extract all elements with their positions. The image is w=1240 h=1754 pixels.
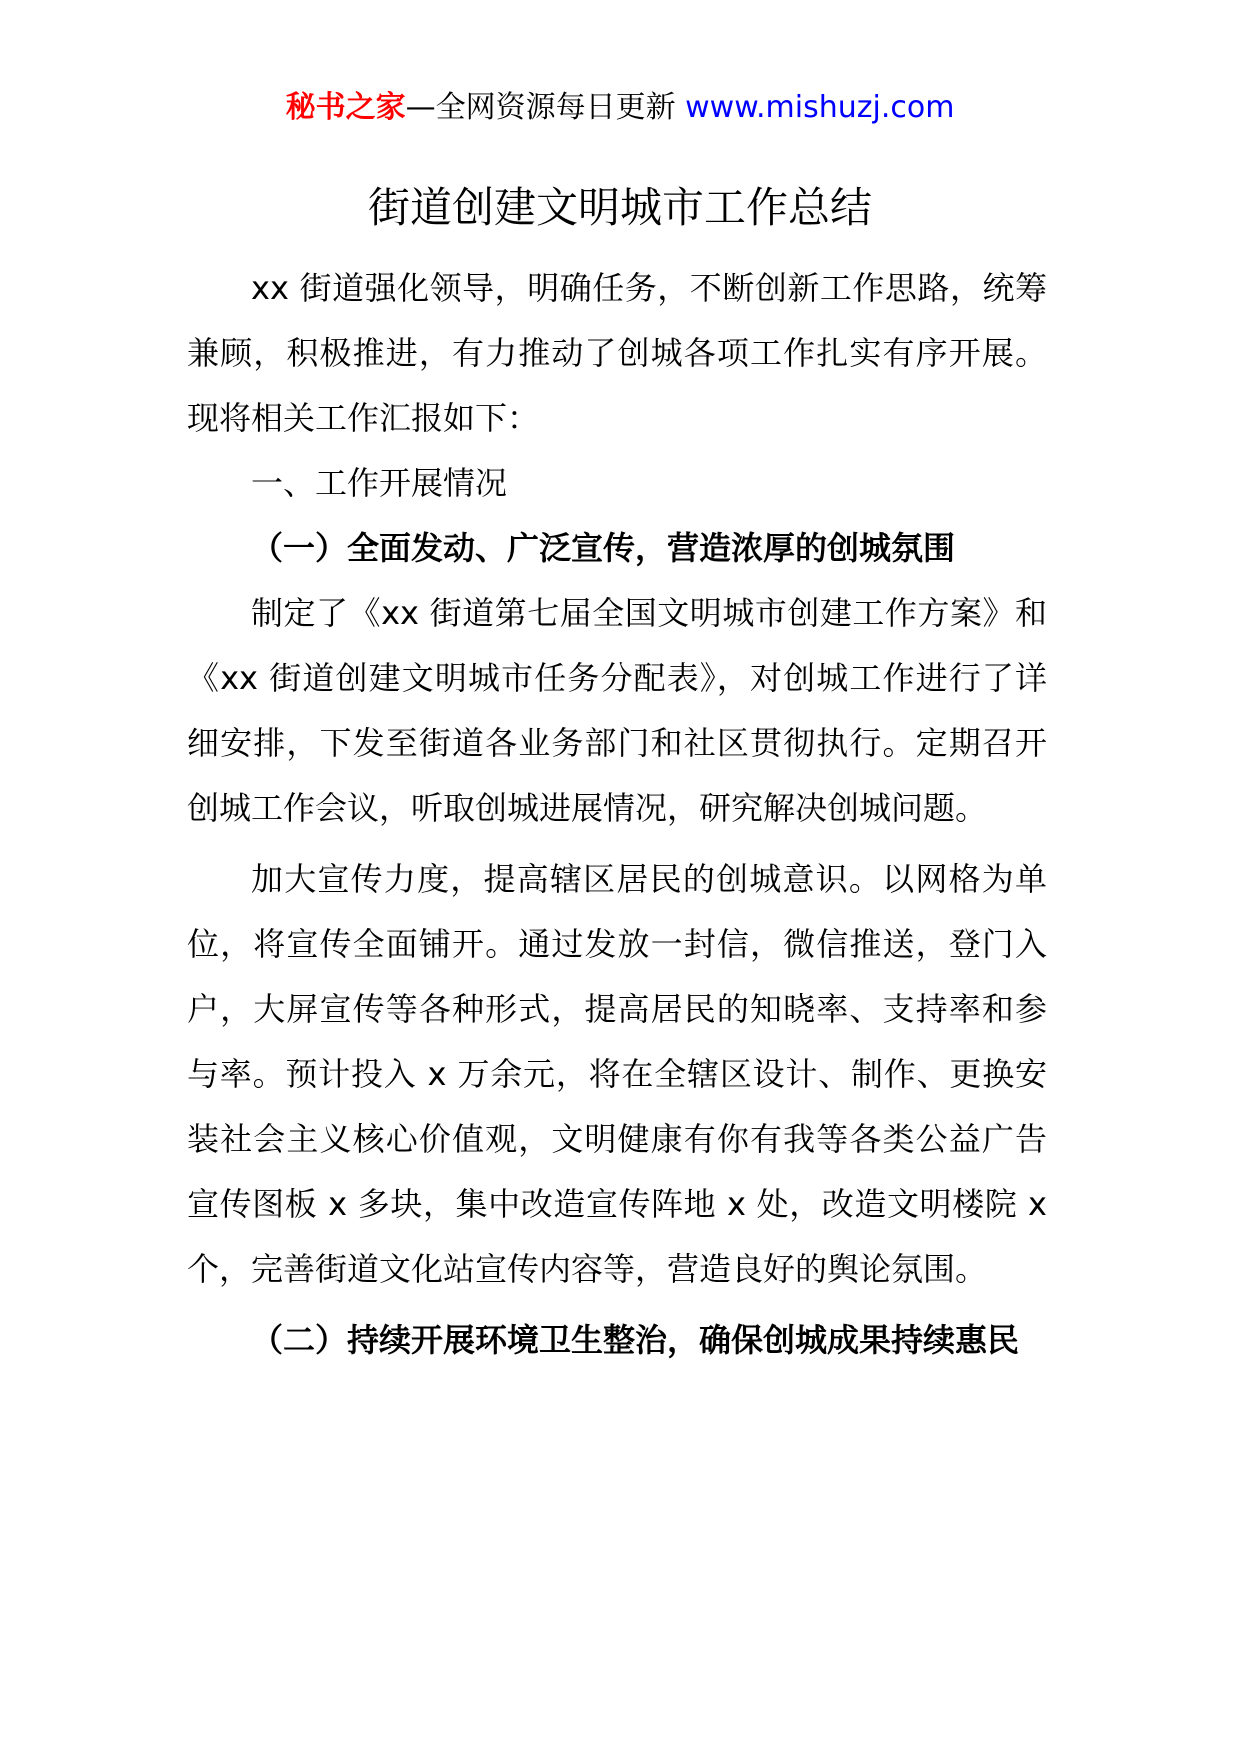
subsection-heading-1: （一）全面发动、广泛宣传，营造浓厚的创城氛围 <box>251 529 956 567</box>
site-banner <box>0 88 1240 128</box>
subsection-heading-2: （二）持续开展环境卫生整治，确保创城成果持续惠民 <box>251 1321 1020 1359</box>
body-paragraph-2: 加大宣传力度，提高辖区居民的创城意识。以网格为单位，将宣传全面铺开。通过发放一封信，微信推送，登门入户，大屏宣传等各种形式，提高居民的知晓率、支持率和参与率。预计投入 x 万余元，将在全辖区设计、制作、更换安装社会主义核心价值观，文明健康有你有我等各类公益广告宣传图板 x 多块，集中改造宣传阵地 x 处，改造文明楼院 x 个，完善街道文化站宣传内容等，营造良好的舆论氛围。 <box>187 860 1047 1288</box>
site-brand: 秘书之家 <box>285 90 406 125</box>
site-slogan: —全网资源每日更新 <box>405 90 686 125</box>
document-body <box>187 256 1047 1373</box>
body-paragraph-1: 制定了《xx 街道第七届全国文明城市创建工作方案》和《xx 街道创建文明城市任务分配表》，对创城工作进行了详细安排，下发至街道各业务部门和社区贯彻执行。定期召开创城工作会议，听取创城进展情况，研究解决创城问题。 <box>187 594 1047 827</box>
section-heading: 一、工作开展情况 <box>251 464 508 502</box>
document-title: 街道创建文明城市工作总结 <box>367 183 872 232</box>
site-url[interactable]: www.mishuzj.com <box>685 90 955 125</box>
intro-paragraph: xx 街道强化领导，明确任务，不断创新工作思路，统筹兼顾，积极推进，有力推动了创城各项工作扎实有序开展。现将相关工作汇报如下： <box>187 269 1047 437</box>
